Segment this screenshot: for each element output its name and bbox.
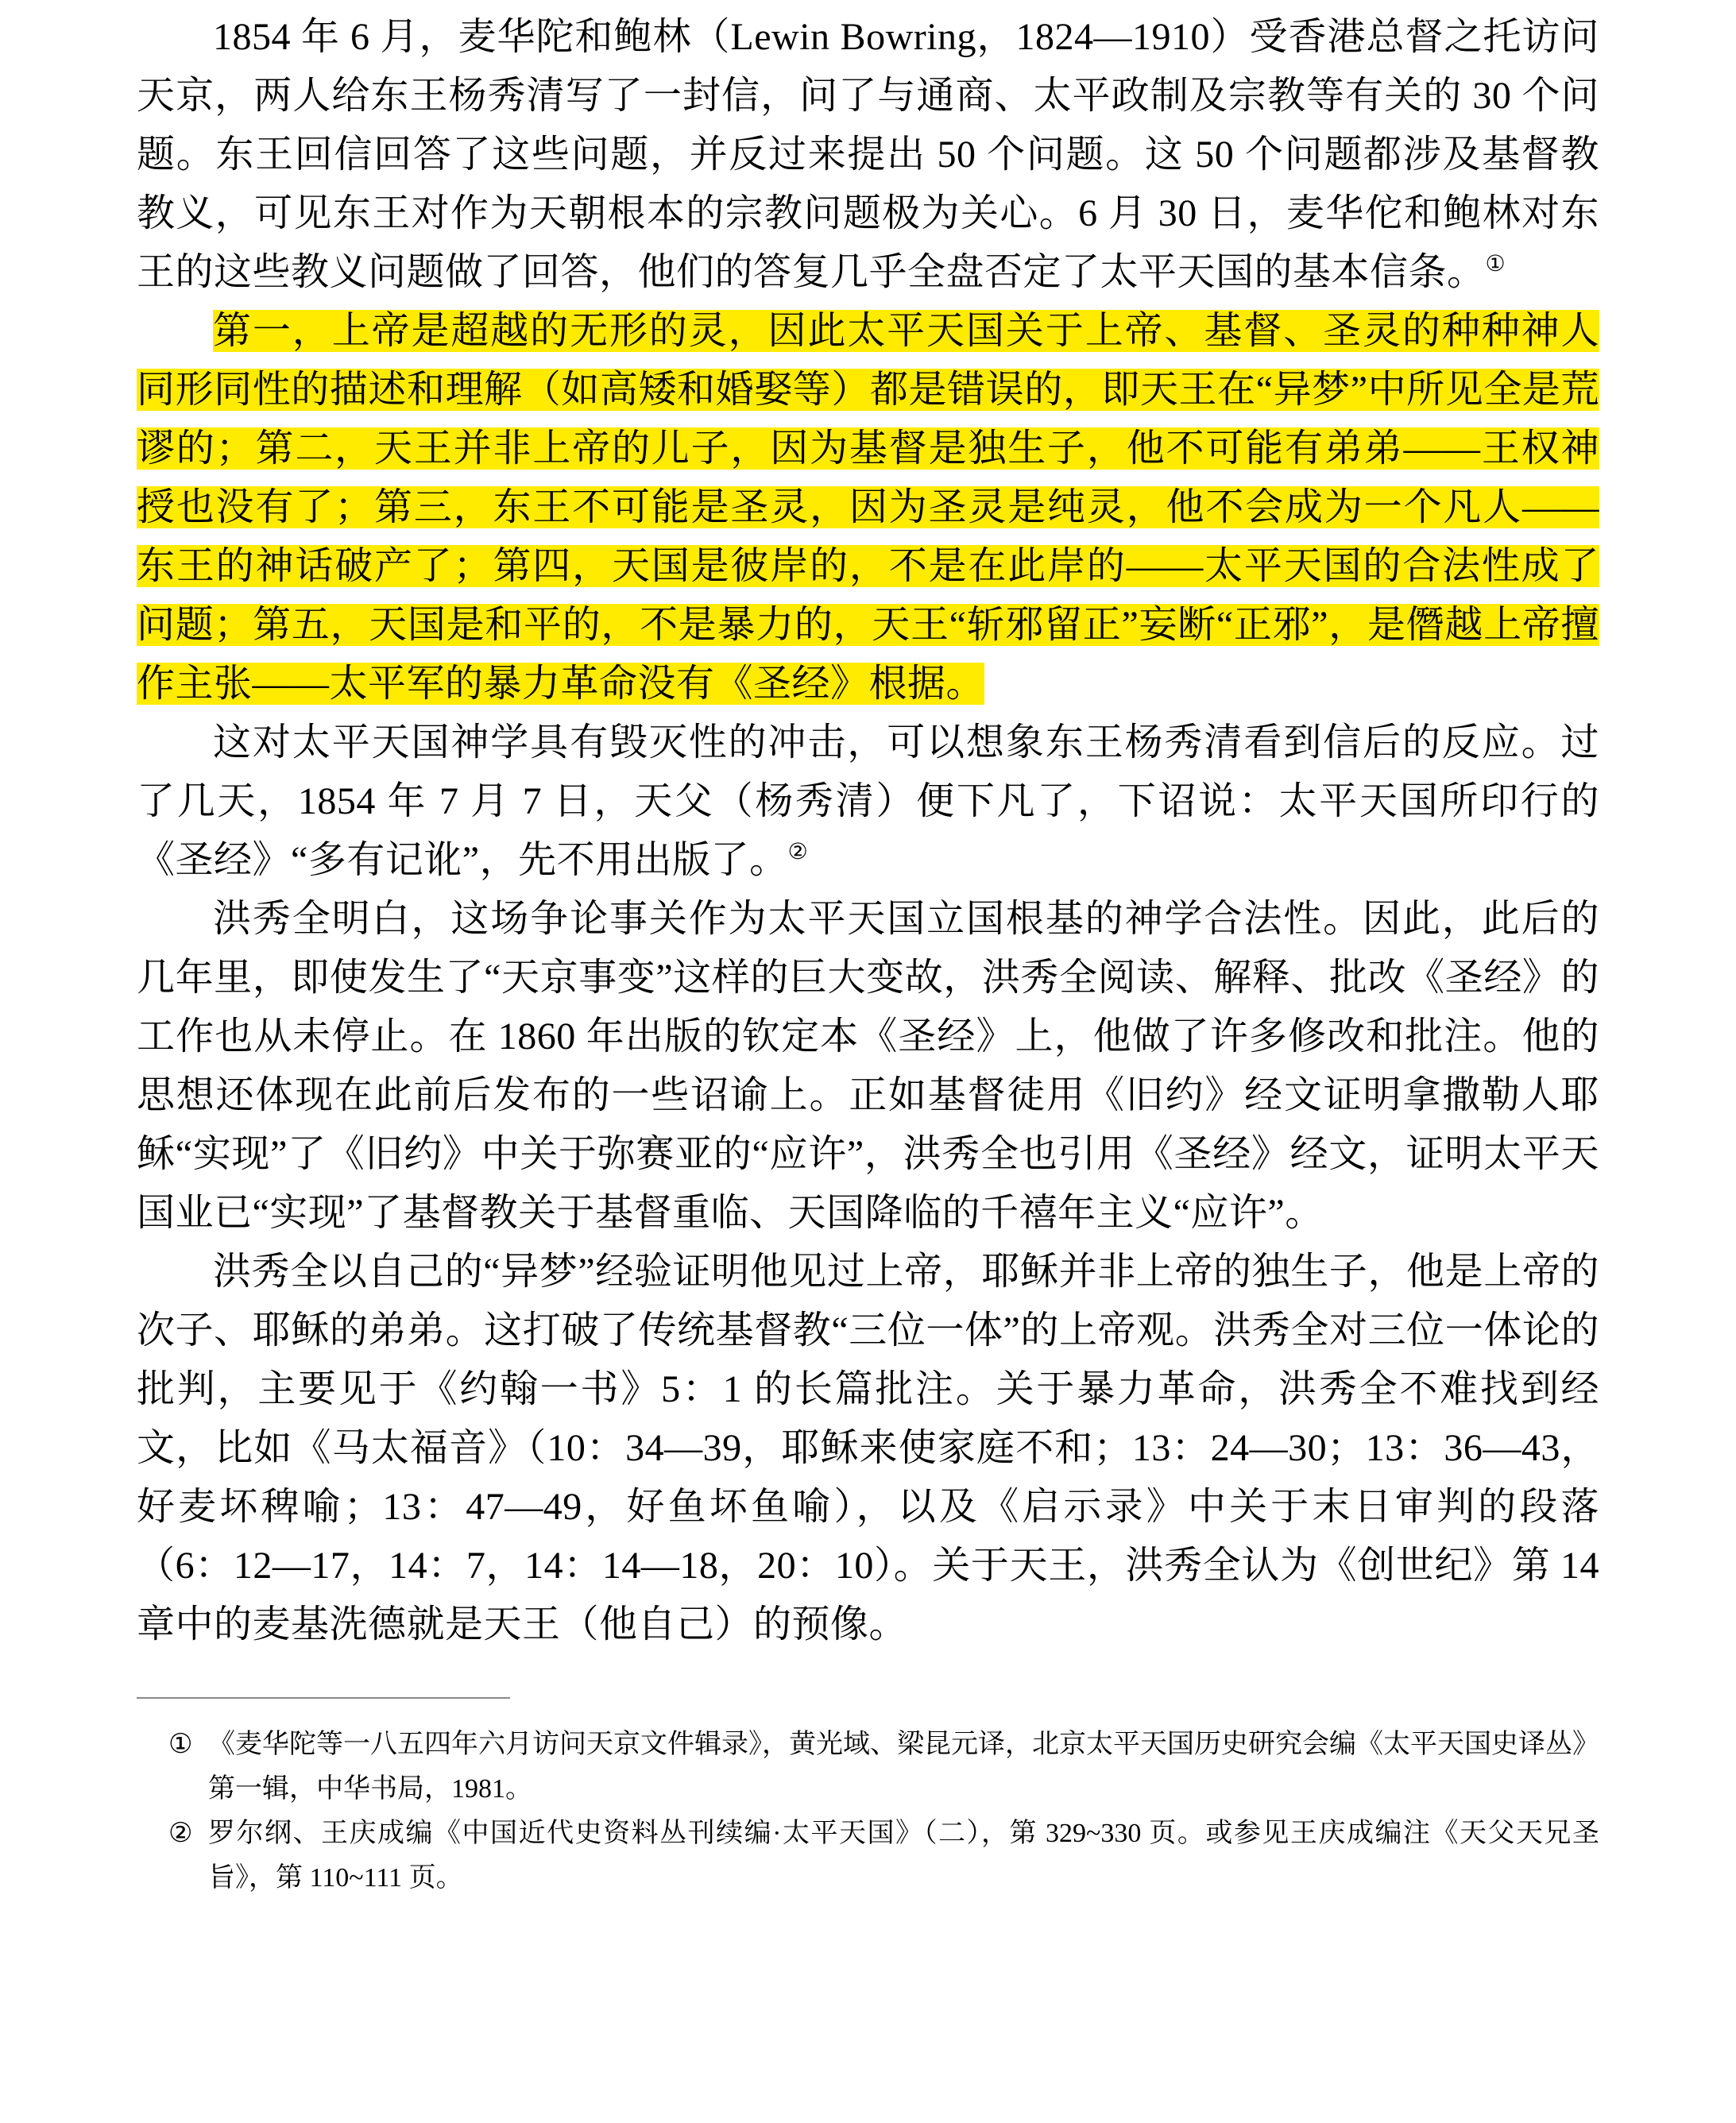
- paragraph-intro-text: 1854 年 6 月，麦华陀和鲍林（Lewin Bowring，1824—1910）受香港总督之托访问天京，两人给东王杨秀清写了一封信，问了与通商、太平政制及宗教等有关的 30 个问题。东王回信回答了这些问题，并反过来提出 50 个问题。这 50 个问题都涉及基督教教义，可见东王对作为天朝根本的宗教问题极为关心。6 月 30 日，麦华佗和鲍林对东王的这些教义问题做了回答，他们的答复几乎全盘否定了太平天国的基本信条。: [137, 16, 1599, 293]
- footnote-1-marker: ①: [168, 1730, 193, 1759]
- footnote-1-text: 《麦华陀等一八五四年六月访问天京文件辑录》，黄光域、梁昆元译，北京太平天国历史研究会编《太平天国史译丛》第一辑，中华书局，1981。: [208, 1730, 1599, 1804]
- paragraph-reaction-text: 这对太平天国神学具有毁灭性的冲击，可以想象东王杨秀清看到信后的反应。过了几天，1854 年 7 月 7 日，天父（杨秀清）便下凡了，下诏说：太平天国所印行的《圣经》“多有记讹”，先不用出版了。: [137, 721, 1599, 881]
- paragraph-hongxiuquan-vision: [137, 1243, 1599, 1654]
- footnote-ref-1: ①: [1485, 252, 1506, 276]
- footnote-divider: [137, 1697, 510, 1699]
- footnotes-section: [137, 1723, 1599, 1901]
- paragraph-hongxiuquan-work: [137, 890, 1599, 1243]
- footnote-2-text: 罗尔纲、王庆成编《中国近代史资料丛刊续编·太平天国》（二），第 329~330 页。或参见王庆成编注《天父天兄圣旨》，第 110~111 页。: [208, 1819, 1599, 1893]
- highlighted-text: 第一，上帝是超越的无形的灵，因此太平天国关于上帝、基督、圣灵的种种神人同形同性的描述和理解（如高矮和婚娶等）都是错误的，即天王在“异梦”中所见全是荒谬的；第二，天王并非上帝的儿子，因为基督是独生子，他不可能有弟弟——王权神授也没有了；第三，东王不可能是圣灵，因为圣灵是纯灵，他不会成为一个凡人——东王的神话破产了；第四，天国是彼岸的，不是在此岸的——太平天国的合法性成了问题；第五，天国是和平的，不是暴力的，天王“斩邪留正”妄断“正邪”，是僭越上帝擅作主张——太平军的暴力革命没有《圣经》根据。: [137, 310, 1599, 705]
- footnote-2-marker: ②: [168, 1819, 193, 1848]
- paragraph-hongxiuquan-vision-text: 洪秀全以自己的“异梦”经验证明他见过上帝，耶稣并非上帝的独生子，他是上帝的次子、耶稣的弟弟。这打破了传统基督教“三位一体”的上帝观。洪秀全对三位一体论的批判，主要见于《约翰一书》5：1 的长篇批注。关于暴力革命，洪秀全不难找到经文，比如《马太福音》（10：34—39，耶稣来使家庭不和；13：24—30；13：36—43，好麦坏稗喻；13：47—49，好鱼坏鱼喻），以及《启示录》中关于末日审判的段落（6：12—17，14：7，14：14—18，20：10）。关于天王，洪秀全认为《创世纪》第 14 章中的麦基洗德就是天王（他自己）的预像。: [137, 1251, 1599, 1645]
- footnote-ref-2: ②: [787, 840, 809, 864]
- paragraph-reaction: [137, 713, 1599, 890]
- footnote-1: [137, 1723, 1599, 1812]
- paragraph-hongxiuquan-work-text: 洪秀全明白，这场争论事关作为太平天国立国根基的神学合法性。因此，此后的几年里，即使发生了“天京事变”这样的巨大变故，洪秀全阅读、解释、批改《圣经》的工作也从未停止。在 1860 年出版的钦定本《圣经》上，他做了许多修改和批注。他的思想还体现在此前后发布的一些诏谕上。正如基督徒用《旧约》经文证明拿撒勒人耶稣“实现”了《旧约》中关于弥赛亚的“应许”，洪秀全也引用《圣经》经文，证明太平天国业已“实现”了基督教关于基督重临、天国降临的千禧年主义“应许”。: [137, 898, 1599, 1234]
- footnote-2: [137, 1812, 1599, 1901]
- paragraph-intro: [137, 8, 1599, 302]
- paragraph-highlighted: [137, 302, 1599, 713]
